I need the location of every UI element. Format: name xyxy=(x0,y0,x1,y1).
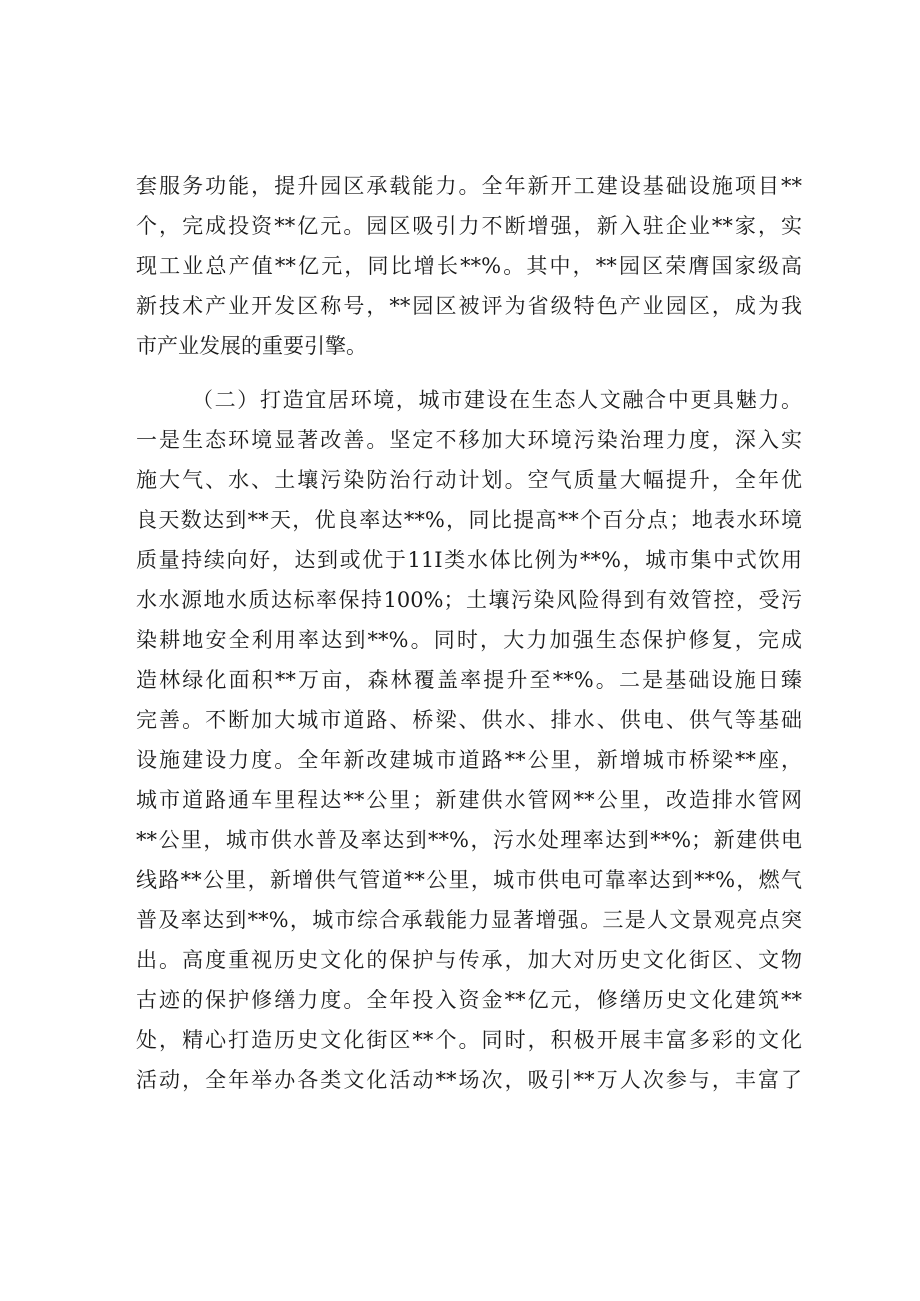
text-line: 现工业总产值**亿元，同比增长**%。其中，**园区荣膺国家级高 xyxy=(136,254,802,278)
text-line: 施大气、水、土壤污染防治行动计划。空气质量大幅提升，全年优 xyxy=(136,468,802,492)
text-line: 水水源地水质达标率保持100%；土壤污染风险得到有效管控，受污 xyxy=(136,588,802,612)
text-line: 新技术产业开发区称号，**园区被评为省级特色产业园区，成为我 xyxy=(136,294,802,318)
text-line: 染耕地安全利用率达到**%。同时，大力加强生态保护修复，完成 xyxy=(136,628,802,652)
text-line: 完善。不断加大城市道路、桥梁、供水、排水、供电、供气等基础 xyxy=(136,708,802,732)
document-body xyxy=(136,166,802,1100)
text-line: 出。高度重视历史文化的保护与传承，加大对历史文化街区、文物 xyxy=(136,948,802,972)
text-line: 线路**公里，新增供气管道**公里，城市供电可靠率达到**%，燃气 xyxy=(136,868,802,892)
text-line: 造林绿化面积**万亩，森林覆盖率提升至**%。二是基础设施日臻 xyxy=(136,668,802,692)
text-line: 普及率达到**%，城市综合承载能力显著增强。三是人文景观亮点突 xyxy=(136,908,802,932)
paragraph-industrial-parks xyxy=(136,166,802,366)
text-line: 良天数达到**天，优良率达**%，同比提高**个百分点；地表水环境 xyxy=(136,508,802,532)
text-line: 个，完成投资**亿元。园区吸引力不断增强，新入驻企业**家，实 xyxy=(136,214,802,238)
text-line: 套服务功能，提升园区承载能力。全年新开工建设基础设施项目** xyxy=(136,174,802,198)
text-line: 古迹的保护修缮力度。全年投入资金**亿元，修缮历史文化建筑** xyxy=(136,988,802,1012)
text-line: **公里，城市供水普及率达到**%，污水处理率达到**%；新建供电 xyxy=(136,828,802,852)
text-line: 城市道路通车里程达**公里；新建供水管网**公里，改造排水管网 xyxy=(136,788,802,812)
text-line: 质量持续向好，达到或优于11I类水体比例为**%，城市集中式饮用 xyxy=(136,548,802,572)
text-line: 一是生态环境显著改善。坚定不移加大环境污染治理力度，深入实 xyxy=(136,428,802,452)
text-line: 活动，全年举办各类文化活动**场次，吸引**万人次参与，丰富了 xyxy=(136,1068,802,1092)
text-line: 处，精心打造历史文化街区**个。同时，积极开展丰富多彩的文化 xyxy=(136,1028,802,1052)
paragraph-livable-environment xyxy=(136,380,802,1100)
text-line: 市产业发展的重要引擎。 xyxy=(136,334,367,358)
text-line: 设施建设力度。全年新改建城市道路**公里，新增城市桥梁**座， xyxy=(136,748,802,772)
section-heading-line: （二）打造宜居环境，城市建设在生态人文融合中更具魅力。 xyxy=(192,388,802,412)
paragraph-spacer xyxy=(136,366,802,380)
